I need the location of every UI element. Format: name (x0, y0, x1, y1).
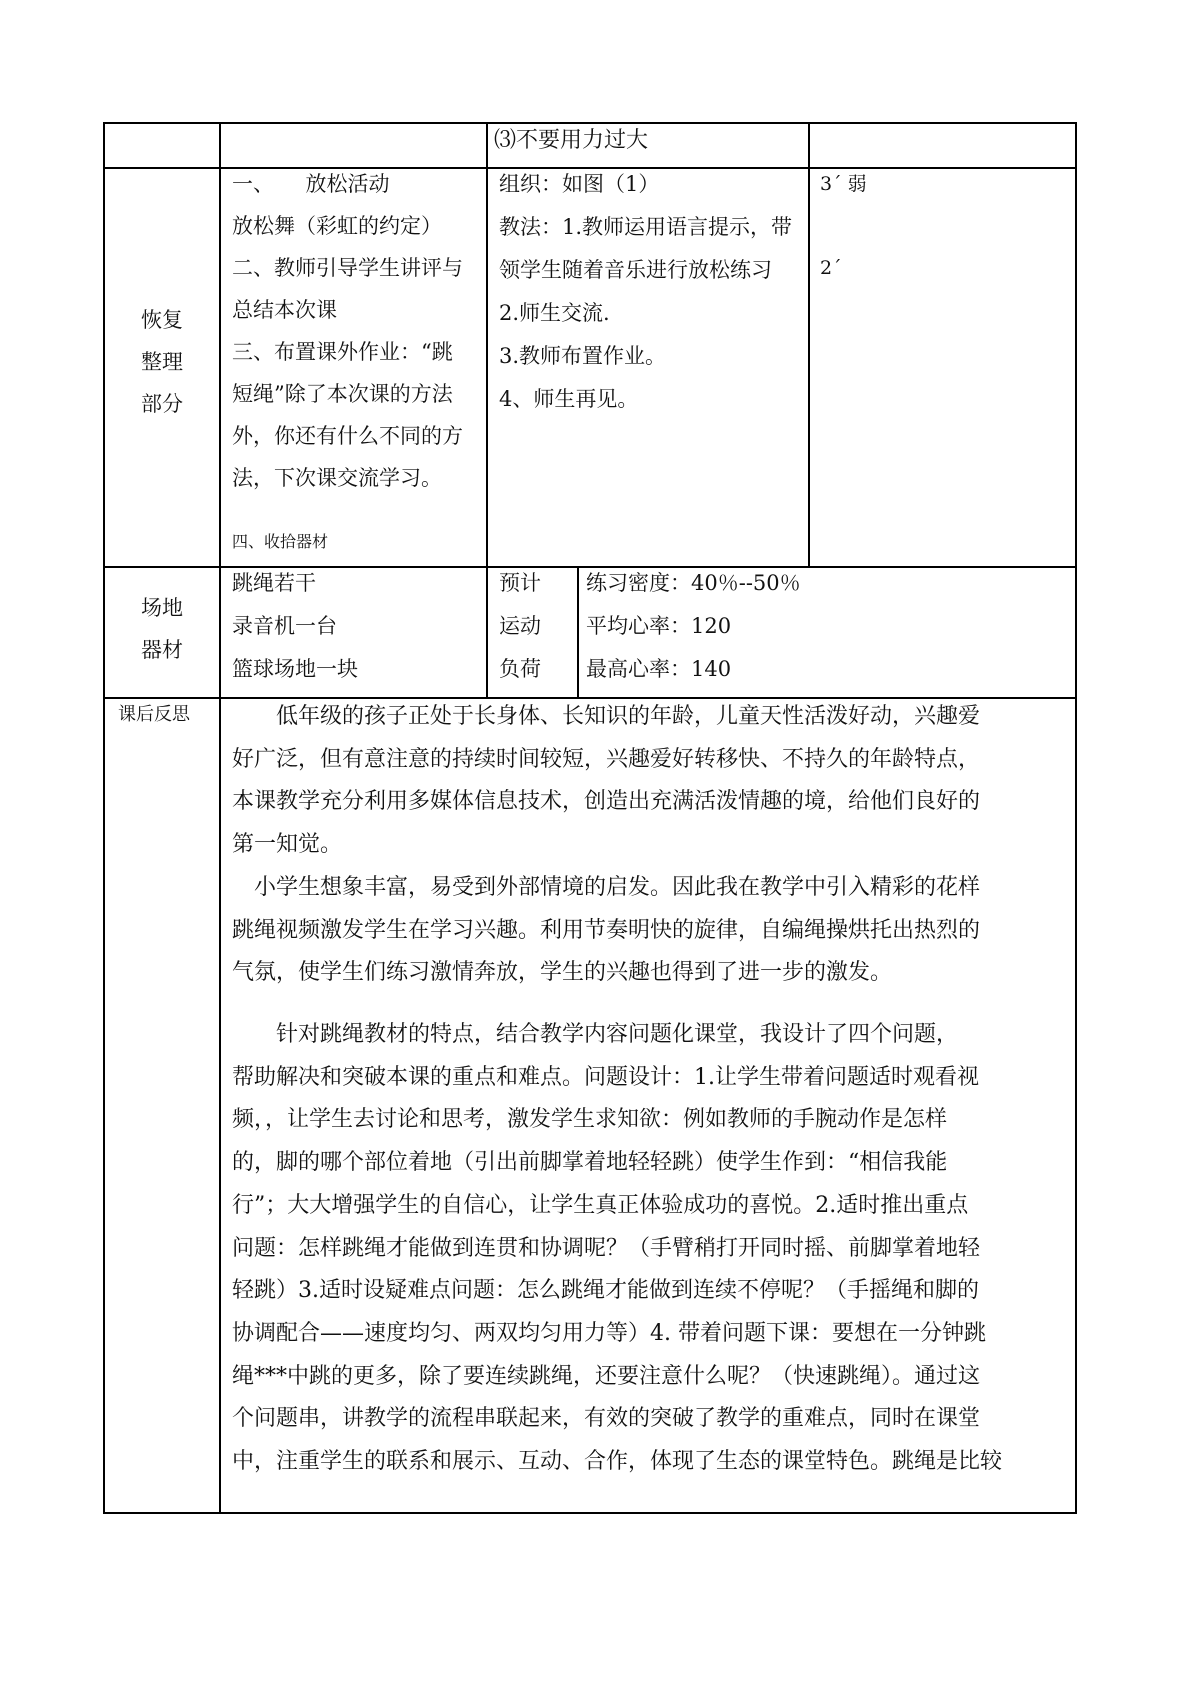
reflection-line: 好广泛，但有意注意的持续时间较短，兴趣爱好转移快、不持久的年龄特点， (232, 746, 981, 772)
method-line: 3.教师布置作业。 (499, 344, 667, 368)
reflection-line: 低年级的孩子正处于长身体、长知识的年龄，儿童天性活泼好动，兴趣爱 (232, 704, 981, 729)
hline-row2 (103, 566, 1076, 568)
vline-method (808, 122, 810, 568)
vline-label (219, 122, 221, 1514)
method-line: 2.师生交流. (499, 301, 610, 325)
equipment-item: 篮球场地一块 (232, 657, 358, 681)
content-line-small: 四、收拾器材 (232, 532, 329, 551)
content-line: 短绳”除了本次课的方法 (232, 382, 453, 406)
vline-left (103, 122, 105, 1514)
reflection-line: 帮助解决和突破本课的重点和难点。问题设计：1.让学生带着问题适时观看视 (232, 1064, 979, 1090)
reflection-line: 第一知觉。 (232, 832, 343, 858)
reflection-line: 本课教学充分利用多媒体信息技术，创造出充满活泼情趣的境，给他们良好的 (232, 789, 981, 815)
reflection-label: 课后反思 (118, 704, 190, 725)
content-line: 外，你还有什么不同的方 (232, 424, 463, 448)
method-line: 4、师生再见。 (499, 387, 639, 411)
time-line: 2´ (820, 257, 842, 279)
hline-bottom (103, 1512, 1076, 1514)
equipment-item: 跳绳若干 (232, 571, 316, 595)
reflection-paragraph-2 (232, 867, 1052, 995)
reflection-line: 轻跳）3.适时设疑难点问题：怎么跳绳才能做到连续不停呢？（手摇绳和脚的 (232, 1278, 979, 1304)
load-label-line: 运动 (499, 614, 541, 638)
vline-right (1075, 122, 1077, 1514)
time-line: 3´ 弱 (820, 173, 867, 195)
load-label-line: 预计 (499, 571, 541, 595)
reflection-line: 的，脚的哪个部位着地（引出前脚掌着地轻轻跳）使学生作到：“相信我能 (232, 1150, 948, 1176)
reflection-paragraph-3 (232, 1014, 1052, 1484)
vline-load (577, 566, 579, 699)
method-line: 领学生随着音乐进行放松练习 (499, 258, 772, 282)
method-line: 组织：如图（1） (499, 172, 660, 196)
reflection-line: 频，，让学生去讨论和思考，激发学生求知欲：例如教师的手腕动作是怎样 (232, 1107, 948, 1133)
venue-label-line: 器材 (141, 638, 183, 662)
content-line: 二、教师引导学生讲评与 (232, 256, 463, 280)
recovery-label-line: 部分 (141, 392, 183, 416)
reflection-line: 绳***中跳的更多，除了要连续跳绳，还要注意什么呢？（快速跳绳）。通过这 (232, 1363, 981, 1389)
reflection-line: 个问题串，讲教学的流程串联起来，有效的突破了教学的重难点，同时在课堂 (232, 1406, 981, 1432)
load-label-line: 负荷 (499, 657, 541, 681)
reflection-line: 行”；大大增强学生的自信心，让学生真正体验成功的喜悦。2.适时推出重点 (232, 1192, 969, 1218)
equipment-item: 录音机一台 (232, 614, 337, 638)
method-line: 教法：1.教师运用语言提示，带 (499, 215, 793, 239)
hline-top (103, 122, 1076, 124)
venue-label-line: 场地 (141, 596, 183, 620)
content-line: 总结本次课 (232, 298, 337, 322)
load-value: 平均心率：120 (586, 614, 732, 638)
hline-row1 (103, 167, 1076, 169)
reflection-line: 协调配合——速度均匀、两双均匀用力等）4. 带着问题下课：要想在一分钟跳 (232, 1320, 986, 1346)
vline-content (486, 122, 488, 699)
reflection-line: 中，注重学生的联系和展示、互动、合作，体现了生态的课堂特色。跳绳是比较 (232, 1449, 1003, 1475)
content-line: 放松舞（彩虹的约定） (232, 214, 442, 238)
reflection-line: 问题：怎样跳绳才能做到连贯和协调呢？（手臂稍打开同时摇、前脚掌着地轻 (232, 1235, 981, 1261)
content-line: 三、布置课外作业：“跳 (232, 340, 453, 364)
row1-cell-text: ⑶不要用力过大 (494, 128, 649, 153)
content-line: 一、 放松活动 (232, 172, 390, 196)
load-value: 最高心率：140 (586, 657, 732, 681)
load-value: 练习密度：40％--50％ (586, 571, 801, 595)
reflection-paragraph-1 (232, 696, 1052, 867)
recovery-label-line: 恢复 (141, 308, 183, 332)
reflection-line: 小学生想象丰富，易受到外部情境的启发。因此我在教学中引入精彩的花样 (232, 875, 981, 900)
content-line: 法，下次课交流学习。 (232, 466, 442, 490)
reflection-line: 跳绳视频激发学生在学习兴趣。利用节奏明快的旋律，自编绳操烘托出热烈的 (232, 917, 981, 943)
reflection-line: 气氛，使学生们练习激情奔放，学生的兴趣也得到了进一步的激发。 (232, 960, 893, 986)
reflection-line: 针对跳绳教材的特点，结合教学内容问题化课堂，我设计了四个问题， (232, 1022, 959, 1047)
recovery-label-line: 整理 (141, 350, 183, 374)
